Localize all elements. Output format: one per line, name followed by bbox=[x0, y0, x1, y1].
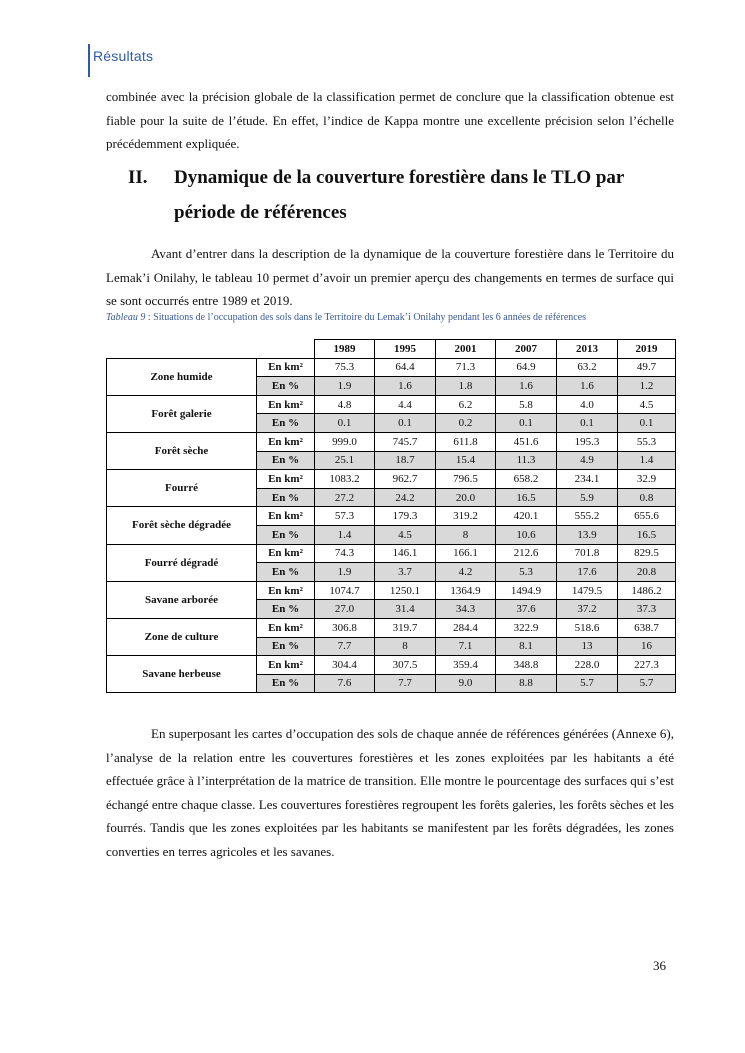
area-value-cell: 5.8 bbox=[496, 395, 557, 414]
running-header: Résultats bbox=[93, 48, 154, 64]
area-value-cell: 999.0 bbox=[315, 432, 375, 451]
unit-percent-label: En % bbox=[257, 414, 315, 433]
area-value-cell: 307.5 bbox=[375, 656, 436, 675]
table-caption-text: : Situations de l’occupation des sols dans le Territoire du Lemak’i Onilahy pendant les 6 années de références bbox=[145, 312, 587, 323]
table-header-row bbox=[107, 340, 676, 359]
percent-value-cell: 1.9 bbox=[315, 377, 375, 396]
area-value-cell: 4.0 bbox=[557, 395, 618, 414]
year-header: 2007 bbox=[496, 340, 557, 359]
area-value-cell: 32.9 bbox=[618, 470, 676, 489]
percent-value-cell: 18.7 bbox=[375, 451, 436, 470]
area-value-cell: 306.8 bbox=[315, 618, 375, 637]
percent-value-cell: 1.2 bbox=[618, 377, 676, 396]
table-row-area bbox=[107, 432, 676, 451]
table-row-area bbox=[107, 656, 676, 675]
area-value-cell: 745.7 bbox=[375, 432, 436, 451]
area-value-cell: 146.1 bbox=[375, 544, 436, 563]
area-value-cell: 234.1 bbox=[557, 470, 618, 489]
area-value-cell: 1250.1 bbox=[375, 581, 436, 600]
percent-value-cell: 13.9 bbox=[557, 525, 618, 544]
area-value-cell: 555.2 bbox=[557, 507, 618, 526]
percent-value-cell: 1.6 bbox=[496, 377, 557, 396]
percent-value-cell: 1.8 bbox=[436, 377, 496, 396]
percent-value-cell: 15.4 bbox=[436, 451, 496, 470]
area-value-cell: 1083.2 bbox=[315, 470, 375, 489]
area-value-cell: 1486.2 bbox=[618, 581, 676, 600]
area-value-cell: 348.8 bbox=[496, 656, 557, 675]
unit-percent-label: En % bbox=[257, 674, 315, 693]
table-row-area bbox=[107, 581, 676, 600]
area-value-cell: 611.8 bbox=[436, 432, 496, 451]
percent-value-cell: 0.8 bbox=[618, 488, 676, 507]
category-label: Fourré dégradé bbox=[107, 544, 257, 581]
area-value-cell: 796.5 bbox=[436, 470, 496, 489]
unit-percent-label: En % bbox=[257, 377, 315, 396]
category-label: Forêt sèche dégradée bbox=[107, 507, 257, 544]
area-value-cell: 1494.9 bbox=[496, 581, 557, 600]
area-value-cell: 304.4 bbox=[315, 656, 375, 675]
percent-value-cell: 37.6 bbox=[496, 600, 557, 619]
intro-paragraph: combinée avec la précision globale de la classification permet de conclure que la classification obtenue est fiable pour la suite de l’étude. En effet, l’indice de Kappa montre une excellente précision selon l’échelle précédemment expliquée. bbox=[106, 89, 674, 151]
percent-value-cell: 8.1 bbox=[496, 637, 557, 656]
unit-percent-label: En % bbox=[257, 563, 315, 582]
percent-value-cell: 13 bbox=[557, 637, 618, 656]
percent-value-cell: 27.0 bbox=[315, 600, 375, 619]
category-label: Zone de culture bbox=[107, 618, 257, 655]
paragraph-before-table: Avant d’entrer dans la description de la dynamique de la couverture forestière dans le Territoire du Lemak’i Onilahy, le tableau 10 permet d’avoir un premier aperçu des changements en termes de surface qui se sont occurrés entre 1989 et 2019. bbox=[106, 246, 674, 308]
percent-value-cell: 10.6 bbox=[496, 525, 557, 544]
area-value-cell: 1364.9 bbox=[436, 581, 496, 600]
category-label: Zone humide bbox=[107, 358, 257, 395]
area-value-cell: 75.3 bbox=[315, 358, 375, 377]
area-value-cell: 179.3 bbox=[375, 507, 436, 526]
percent-value-cell: 0.1 bbox=[557, 414, 618, 433]
unit-km2-label: En km² bbox=[257, 544, 315, 563]
area-value-cell: 55.3 bbox=[618, 432, 676, 451]
year-header: 1995 bbox=[375, 340, 436, 359]
percent-value-cell: 3.7 bbox=[375, 563, 436, 582]
category-label: Forêt sèche bbox=[107, 432, 257, 469]
unit-km2-label: En km² bbox=[257, 656, 315, 675]
percent-value-cell: 5.3 bbox=[496, 563, 557, 582]
unit-km2-label: En km² bbox=[257, 618, 315, 637]
area-value-cell: 451.6 bbox=[496, 432, 557, 451]
percent-value-cell: 25.1 bbox=[315, 451, 375, 470]
percent-value-cell: 8.8 bbox=[496, 674, 557, 693]
area-value-cell: 319.7 bbox=[375, 618, 436, 637]
area-value-cell: 1479.5 bbox=[557, 581, 618, 600]
percent-value-cell: 1.6 bbox=[557, 377, 618, 396]
unit-percent-label: En % bbox=[257, 600, 315, 619]
percent-value-cell: 27.2 bbox=[315, 488, 375, 507]
area-value-cell: 4.5 bbox=[618, 395, 676, 414]
percent-value-cell: 0.1 bbox=[315, 414, 375, 433]
area-value-cell: 829.5 bbox=[618, 544, 676, 563]
area-value-cell: 57.3 bbox=[315, 507, 375, 526]
area-value-cell: 322.9 bbox=[496, 618, 557, 637]
area-value-cell: 64.9 bbox=[496, 358, 557, 377]
table-row-area bbox=[107, 618, 676, 637]
area-value-cell: 1074.7 bbox=[315, 581, 375, 600]
table-row-area bbox=[107, 544, 676, 563]
percent-value-cell: 16 bbox=[618, 637, 676, 656]
unit-percent-label: En % bbox=[257, 488, 315, 507]
percent-value-cell: 16.5 bbox=[496, 488, 557, 507]
table-row-area bbox=[107, 470, 676, 489]
percent-value-cell: 7.7 bbox=[315, 637, 375, 656]
percent-value-cell: 7.7 bbox=[375, 674, 436, 693]
percent-value-cell: 8 bbox=[436, 525, 496, 544]
area-value-cell: 319.2 bbox=[436, 507, 496, 526]
unit-km2-label: En km² bbox=[257, 395, 315, 414]
area-value-cell: 212.6 bbox=[496, 544, 557, 563]
percent-value-cell: 0.2 bbox=[436, 414, 496, 433]
unit-km2-label: En km² bbox=[257, 432, 315, 451]
section-heading bbox=[128, 160, 688, 230]
percent-value-cell: 31.4 bbox=[375, 600, 436, 619]
year-header: 2013 bbox=[557, 340, 618, 359]
year-header: 2001 bbox=[436, 340, 496, 359]
percent-value-cell: 9.0 bbox=[436, 674, 496, 693]
percent-value-cell: 5.7 bbox=[618, 674, 676, 693]
area-value-cell: 228.0 bbox=[557, 656, 618, 675]
land-use-table bbox=[106, 339, 676, 693]
area-value-cell: 63.2 bbox=[557, 358, 618, 377]
area-value-cell: 166.1 bbox=[436, 544, 496, 563]
area-value-cell: 6.2 bbox=[436, 395, 496, 414]
area-value-cell: 284.4 bbox=[436, 618, 496, 637]
area-value-cell: 518.6 bbox=[557, 618, 618, 637]
percent-value-cell: 34.3 bbox=[436, 600, 496, 619]
table-corner-cell bbox=[107, 340, 315, 359]
unit-percent-label: En % bbox=[257, 637, 315, 656]
percent-value-cell: 5.9 bbox=[557, 488, 618, 507]
paragraph-after-table: En superposant les cartes d’occupation des sols de chaque année de références générées (Annexe 6), l’analyse de la relation entre les couvertures forestières et les zones exploitées par les habitants a été effectuée grâce à l’interprétation de la matrice de transition. Elle montre le pourcentage des surfaces qui s’est échangé entre chaque classe. Les couvertures forestières regroupent les forêts galeries, les forêts sèches et les fourrés. Tandis que les zones exploitées par les habitants se manifestent par les forêts dégradées, les zones converties en terres agricoles et les savanes. bbox=[106, 726, 674, 859]
percent-value-cell: 16.5 bbox=[618, 525, 676, 544]
percent-value-cell: 20.8 bbox=[618, 563, 676, 582]
year-header: 1989 bbox=[315, 340, 375, 359]
unit-km2-label: En km² bbox=[257, 507, 315, 526]
percent-value-cell: 1.9 bbox=[315, 563, 375, 582]
percent-value-cell: 4.5 bbox=[375, 525, 436, 544]
area-value-cell: 638.7 bbox=[618, 618, 676, 637]
area-value-cell: 655.6 bbox=[618, 507, 676, 526]
area-value-cell: 195.3 bbox=[557, 432, 618, 451]
area-value-cell: 49.7 bbox=[618, 358, 676, 377]
area-value-cell: 658.2 bbox=[496, 470, 557, 489]
percent-value-cell: 24.2 bbox=[375, 488, 436, 507]
area-value-cell: 701.8 bbox=[557, 544, 618, 563]
percent-value-cell: 0.1 bbox=[496, 414, 557, 433]
unit-km2-label: En km² bbox=[257, 358, 315, 377]
area-value-cell: 4.8 bbox=[315, 395, 375, 414]
unit-km2-label: En km² bbox=[257, 581, 315, 600]
category-label: Forêt galerie bbox=[107, 395, 257, 432]
percent-value-cell: 17.6 bbox=[557, 563, 618, 582]
header-accent-bar bbox=[88, 44, 90, 77]
table-caption-label: Tableau 9 bbox=[106, 312, 146, 323]
unit-percent-label: En % bbox=[257, 525, 315, 544]
area-value-cell: 962.7 bbox=[375, 470, 436, 489]
page-number: 36 bbox=[653, 958, 666, 973]
percent-value-cell: 4.2 bbox=[436, 563, 496, 582]
category-label: Savane herbeuse bbox=[107, 656, 257, 693]
percent-value-cell: 1.4 bbox=[315, 525, 375, 544]
unit-km2-label: En km² bbox=[257, 470, 315, 489]
area-value-cell: 420.1 bbox=[496, 507, 557, 526]
area-value-cell: 64.4 bbox=[375, 358, 436, 377]
percent-value-cell: 8 bbox=[375, 637, 436, 656]
percent-value-cell: 1.4 bbox=[618, 451, 676, 470]
category-label: Savane arborée bbox=[107, 581, 257, 618]
area-value-cell: 71.3 bbox=[436, 358, 496, 377]
section-number: II. bbox=[128, 167, 148, 188]
year-header: 2019 bbox=[618, 340, 676, 359]
area-value-cell: 74.3 bbox=[315, 544, 375, 563]
percent-value-cell: 37.2 bbox=[557, 600, 618, 619]
percent-value-cell: 37.3 bbox=[618, 600, 676, 619]
category-label: Fourré bbox=[107, 470, 257, 507]
area-value-cell: 227.3 bbox=[618, 656, 676, 675]
table-row-area bbox=[107, 507, 676, 526]
percent-value-cell: 5.7 bbox=[557, 674, 618, 693]
percent-value-cell: 0.1 bbox=[618, 414, 676, 433]
percent-value-cell: 11.3 bbox=[496, 451, 557, 470]
unit-percent-label: En % bbox=[257, 451, 315, 470]
table-row-area bbox=[107, 395, 676, 414]
table-caption bbox=[106, 312, 676, 323]
percent-value-cell: 1.6 bbox=[375, 377, 436, 396]
percent-value-cell: 7.1 bbox=[436, 637, 496, 656]
section-title: Dynamique de la couverture forestière dans le TLO par période de références bbox=[174, 167, 625, 223]
percent-value-cell: 7.6 bbox=[315, 674, 375, 693]
table-row-area bbox=[107, 358, 676, 377]
percent-value-cell: 0.1 bbox=[375, 414, 436, 433]
percent-value-cell: 20.0 bbox=[436, 488, 496, 507]
percent-value-cell: 4.9 bbox=[557, 451, 618, 470]
area-value-cell: 4.4 bbox=[375, 395, 436, 414]
area-value-cell: 359.4 bbox=[436, 656, 496, 675]
